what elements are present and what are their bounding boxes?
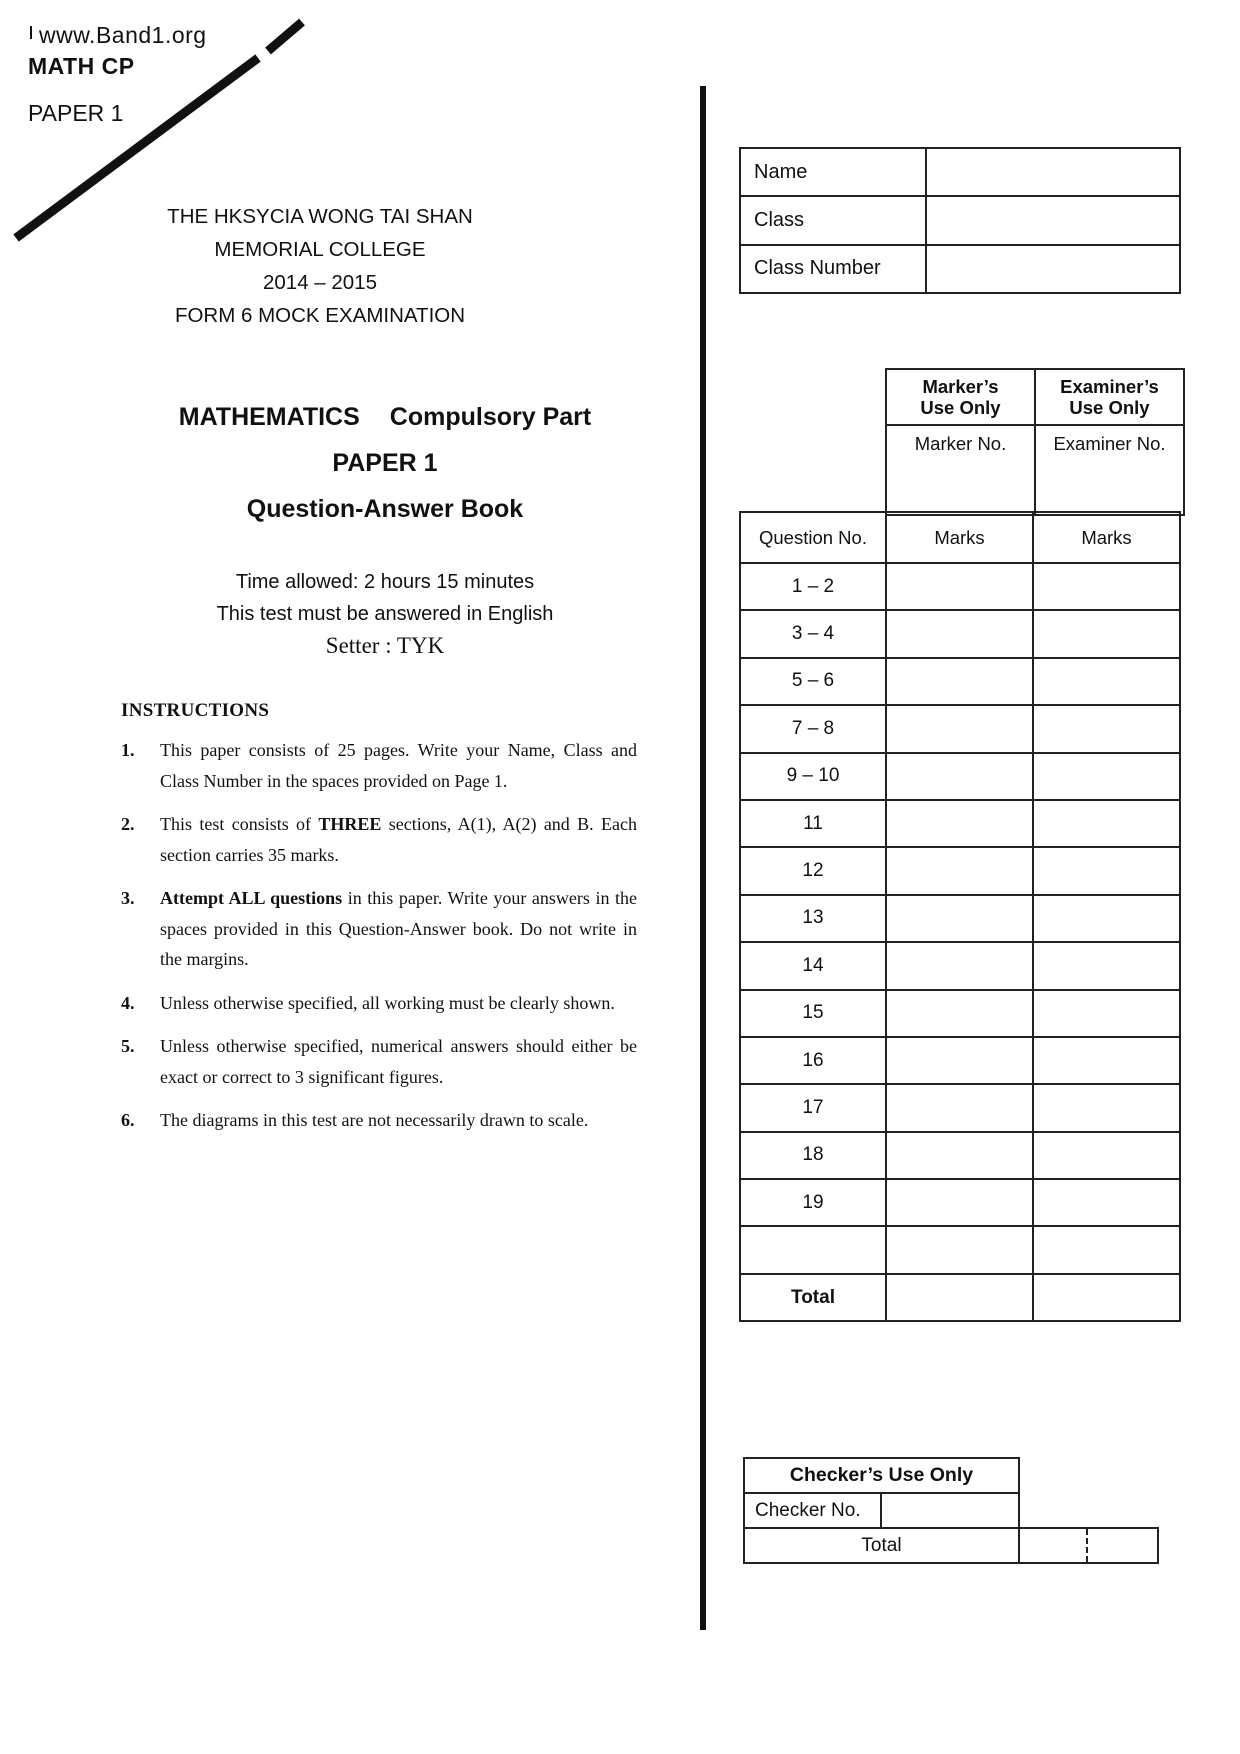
instruction-number: 6. — [121, 1110, 135, 1130]
paper-title-block — [120, 403, 650, 524]
examiner-marks-cell — [1033, 563, 1180, 610]
student-info-blank-cell — [926, 148, 1180, 196]
question-row — [740, 1084, 1180, 1131]
instruction-item — [121, 883, 637, 975]
instruction-number: 1. — [121, 740, 135, 760]
marker-examiner-header — [885, 368, 1185, 516]
checker-no-label: Checker No. — [744, 1493, 881, 1528]
examiner-no-cell: Examiner No. — [1035, 425, 1184, 515]
student-info-blank-cell — [926, 196, 1180, 244]
marker-marks-cell — [886, 942, 1033, 989]
examiner-marks-cell — [1033, 895, 1180, 942]
instruction-number: 2. — [121, 814, 135, 834]
instructions-heading: INSTRUCTIONS — [121, 700, 270, 721]
marker-marks-header: Marks — [886, 512, 1033, 563]
examiner-marks-cell — [1033, 753, 1180, 800]
student-info-label: Class Number — [740, 245, 926, 293]
marker-marks-cell — [886, 1274, 1033, 1321]
question-label-cell: 14 — [740, 942, 886, 989]
checker-total-label: Total — [744, 1528, 1019, 1563]
question-label-cell: 19 — [740, 1179, 886, 1226]
question-label-cell: 16 — [740, 1037, 886, 1084]
question-label-cell: 1 – 2 — [740, 563, 886, 610]
marker-marks-cell — [886, 705, 1033, 752]
question-row — [740, 942, 1180, 989]
question-row — [740, 658, 1180, 705]
checker-table — [743, 1457, 1159, 1564]
instruction-item — [121, 988, 637, 1019]
site-watermark — [30, 22, 207, 49]
instruction-number: 5. — [121, 1036, 135, 1056]
marker-marks-cell — [886, 658, 1033, 705]
paper-label-corner: PAPER 1 — [28, 100, 124, 126]
checker-no-blank-cell — [881, 1493, 1019, 1528]
question-label-cell: 9 – 10 — [740, 753, 886, 800]
margin-divider-line — [700, 86, 706, 1630]
checker-total-blank-cell — [1019, 1528, 1158, 1563]
school-heading — [95, 200, 545, 332]
question-label-cell: 11 — [740, 800, 886, 847]
marker-marks-cell — [886, 1084, 1033, 1131]
examiner-marks-cell — [1033, 1084, 1180, 1131]
site-url: www.Band1.org — [39, 22, 207, 48]
question-no-header: Question No. — [740, 512, 886, 563]
dashed-divider — [1086, 1529, 1088, 1562]
subject-code: MATH CP — [28, 53, 135, 79]
examiner-marks-cell — [1033, 942, 1180, 989]
examiner-marks-cell — [1033, 1132, 1180, 1179]
title-subject: MATHEMATICS — [178, 403, 360, 431]
setter: Setter : TYK — [325, 633, 445, 658]
title-paper: PAPER 1 — [332, 449, 438, 477]
checker-title: Checker’s Use Only — [744, 1458, 1019, 1493]
language-note: This test must be answered in English — [216, 603, 554, 625]
student-info-table — [739, 147, 1181, 294]
question-label-cell: 3 – 4 — [740, 610, 886, 657]
marker-marks-cell — [886, 895, 1033, 942]
instruction-item — [121, 809, 637, 870]
instruction-item — [121, 1105, 637, 1136]
question-row — [740, 705, 1180, 752]
examiner-title-line1: Examiner’s — [1060, 376, 1159, 397]
instruction-number: 3. — [121, 888, 135, 908]
question-label-cell: 15 — [740, 990, 886, 1037]
examiner-marks-header: Marks — [1033, 512, 1180, 563]
student-info-row — [740, 196, 1180, 244]
school-name-line2: MEMORIAL COLLEGE — [214, 238, 426, 261]
examiner-marks-cell — [1033, 1226, 1180, 1273]
question-row — [740, 563, 1180, 610]
title-book: Question-Answer Book — [246, 495, 524, 523]
marker-marks-cell — [886, 1226, 1033, 1273]
title-part: Compulsory Part — [389, 403, 592, 431]
question-label-cell: 12 — [740, 847, 886, 894]
marker-marks-cell — [886, 1179, 1033, 1226]
marker-title-line1: Marker’s — [922, 376, 999, 397]
question-row — [740, 610, 1180, 657]
student-info-row — [740, 245, 1180, 293]
question-row — [740, 895, 1180, 942]
question-label-cell: 18 — [740, 1132, 886, 1179]
question-label-cell: Total — [740, 1274, 886, 1321]
examiner-use-only-header — [1035, 369, 1184, 425]
question-label-cell — [740, 1226, 886, 1273]
examiner-marks-cell — [1033, 705, 1180, 752]
instruction-text: Attempt ALL questions in this paper. Write your answers in the spaces provided in this Question-Answer book. Do not write in the margins. — [160, 888, 638, 969]
instruction-text: This test consists of THREE sections, A(1), A(2) and B. Each section carries 35 marks. — [160, 814, 637, 865]
question-row — [740, 1226, 1180, 1273]
marker-marks-cell — [886, 800, 1033, 847]
marker-marks-cell — [886, 753, 1033, 800]
instruction-text: The diagrams in this test are not necessarily drawn to scale. — [160, 1110, 589, 1130]
instructions-section — [121, 700, 637, 1136]
question-row — [740, 847, 1180, 894]
question-row — [740, 1132, 1180, 1179]
examiner-marks-cell — [1033, 610, 1180, 657]
marker-no-cell: Marker No. — [886, 425, 1035, 515]
instruction-item — [121, 735, 637, 796]
student-info-label: Class — [740, 196, 926, 244]
question-row — [740, 800, 1180, 847]
instruction-text: This paper consists of 25 pages. Write your Name, Class and Class Number in the spaces provided on Page 1. — [160, 740, 637, 791]
examiner-marks-cell — [1033, 847, 1180, 894]
student-info-blank-cell — [926, 245, 1180, 293]
instructions-list — [121, 735, 637, 1136]
exam-name: FORM 6 MOCK EXAMINATION — [174, 304, 466, 327]
examiner-marks-cell — [1033, 658, 1180, 705]
examiner-marks-cell — [1033, 990, 1180, 1037]
examiner-marks-cell — [1033, 1274, 1180, 1321]
marker-use-only-header — [886, 369, 1035, 425]
paper-details — [120, 571, 650, 659]
instruction-item — [121, 1031, 637, 1092]
question-label-cell: 7 – 8 — [740, 705, 886, 752]
marker-marks-cell — [886, 1037, 1033, 1084]
tick-mark-icon — [30, 26, 32, 39]
question-row — [740, 1179, 1180, 1226]
question-row — [740, 1274, 1180, 1321]
school-name-line1: THE HKSYCIA WONG TAI SHAN — [167, 205, 473, 228]
checker-spacer-1 — [1019, 1458, 1158, 1493]
instruction-number: 4. — [121, 992, 135, 1013]
student-info-row — [740, 148, 1180, 196]
instruction-text: Unless otherwise specified, all working must be clearly shown. — [160, 992, 615, 1013]
marker-marks-cell — [886, 990, 1033, 1037]
examiner-marks-cell — [1033, 1179, 1180, 1226]
checker-spacer-2 — [1019, 1493, 1158, 1528]
examiner-marks-cell — [1033, 1037, 1180, 1084]
question-label-cell: 5 – 6 — [740, 658, 886, 705]
question-label-cell: 13 — [740, 895, 886, 942]
school-years: 2014 – 2015 — [262, 271, 377, 294]
student-info-label: Name — [740, 148, 926, 196]
time-allowed: Time allowed: 2 hours 15 minutes — [235, 571, 535, 593]
question-row — [740, 1037, 1180, 1084]
marker-marks-cell — [886, 1132, 1033, 1179]
examiner-title-line2: Use Only — [1069, 397, 1150, 418]
marker-title-line2: Use Only — [920, 397, 1001, 418]
question-row — [740, 753, 1180, 800]
marker-marks-cell — [886, 563, 1033, 610]
instruction-text: Unless otherwise specified, numerical answers should either be exact or correct to 3 significant figures. — [160, 1036, 637, 1087]
question-label-cell: 17 — [740, 1084, 886, 1131]
examiner-marks-cell — [1033, 800, 1180, 847]
marker-marks-cell — [886, 610, 1033, 657]
question-row — [740, 990, 1180, 1037]
marker-marks-cell — [886, 847, 1033, 894]
marks-table — [739, 511, 1181, 1322]
